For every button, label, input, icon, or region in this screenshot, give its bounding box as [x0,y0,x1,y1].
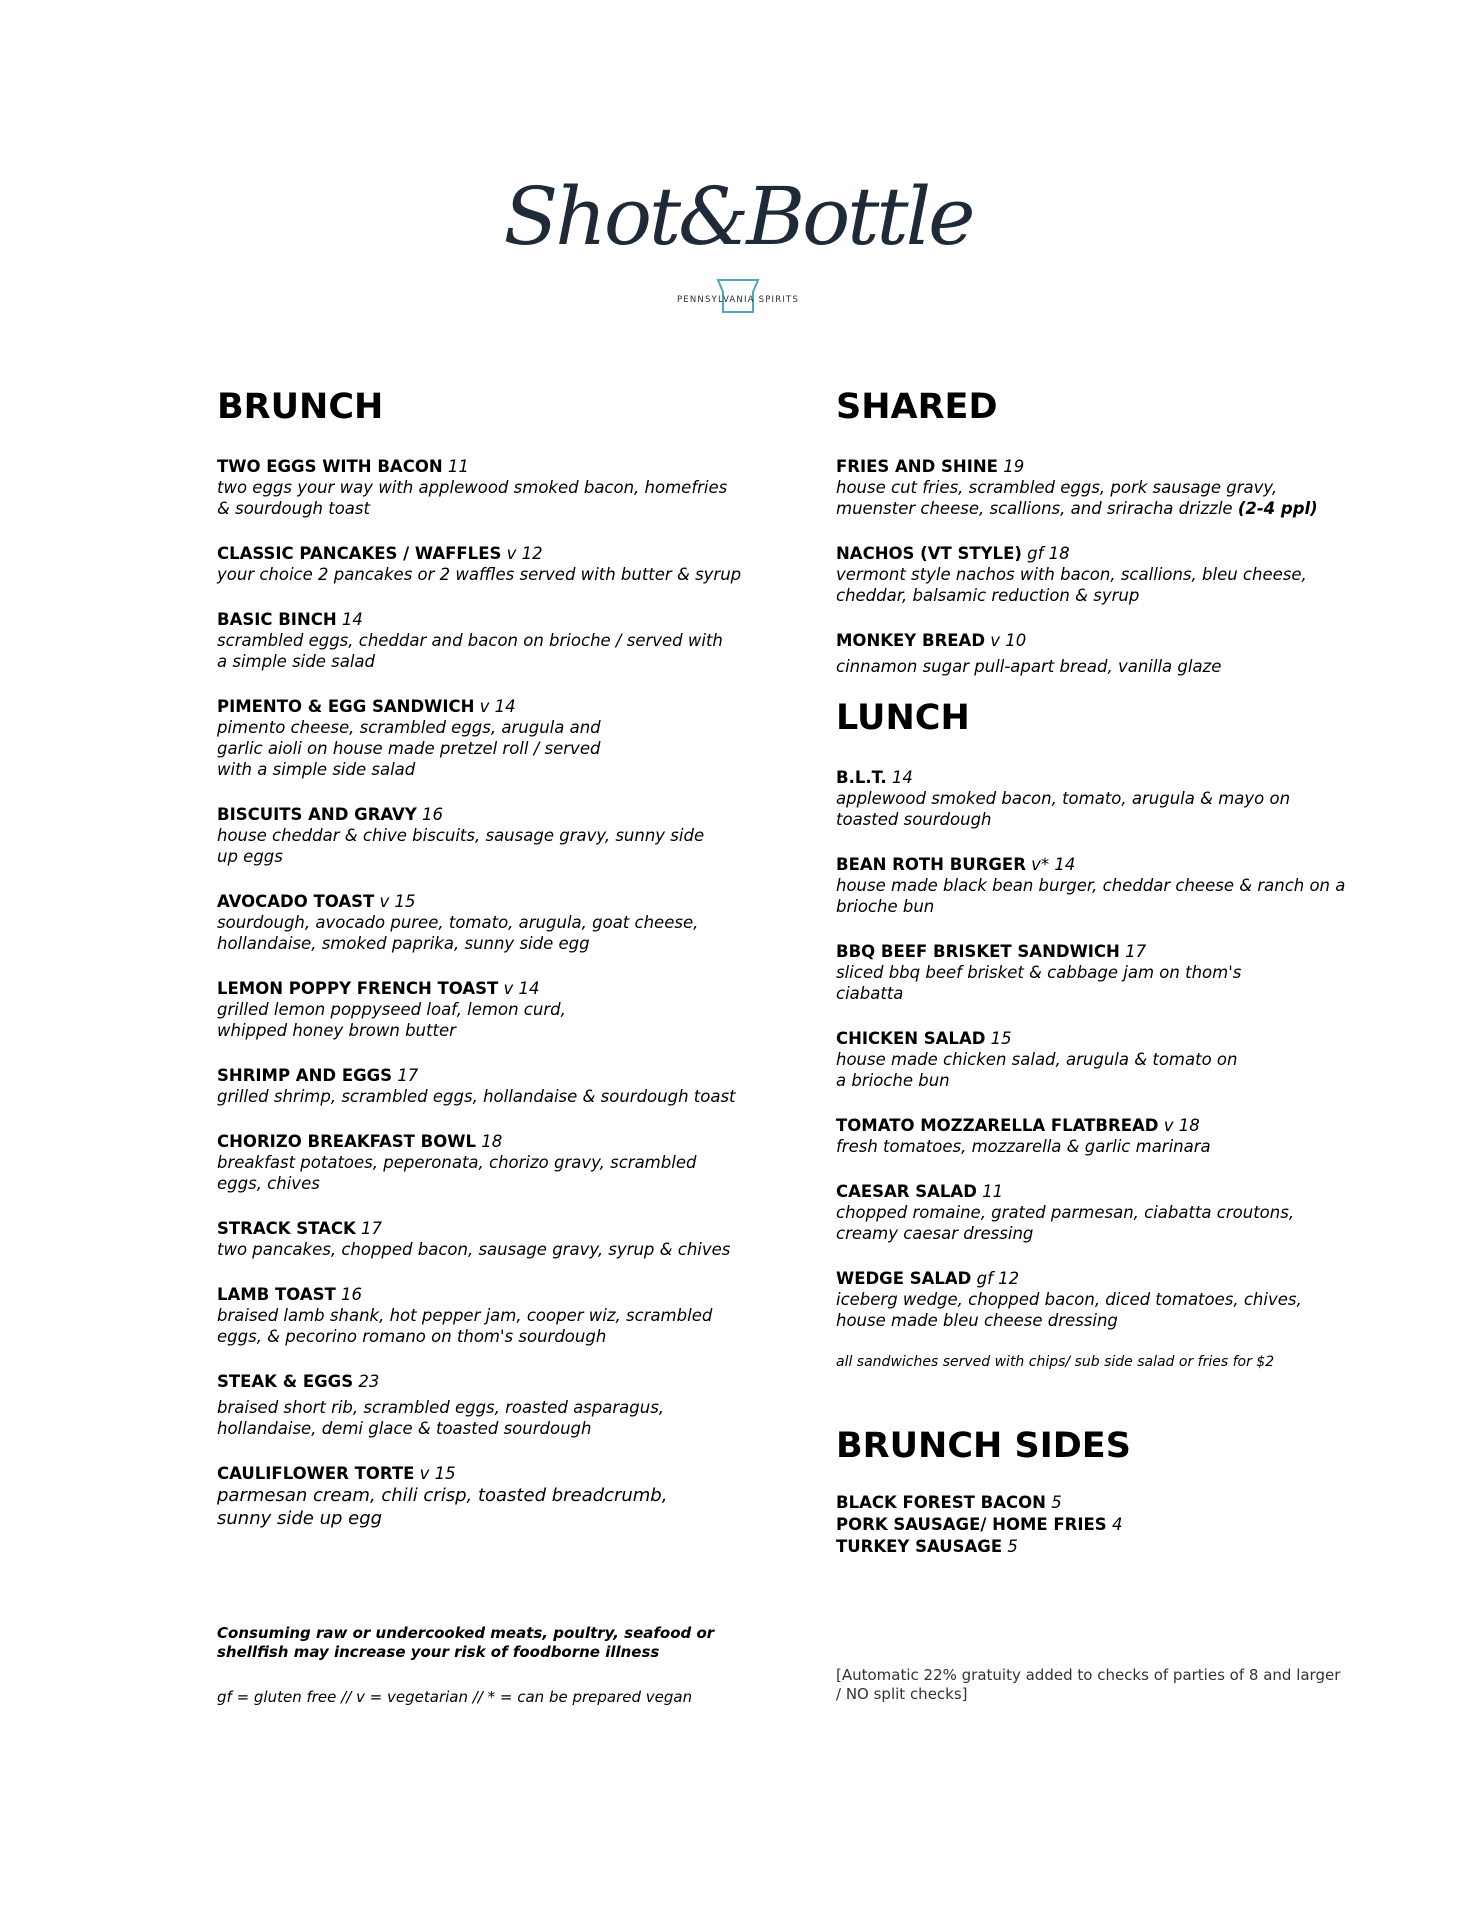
menu-item-name: LAMB TOAST [217,1285,336,1304]
menu-item-heading [836,1115,1356,1136]
menu-item-name: NACHOS (VT STYLE) [836,544,1022,563]
menu-item-heading [836,1268,1356,1289]
menu-item-description-text: grilled shrimp, scrambled eggs, hollandaise & sourdough toast [217,1087,736,1106]
menu-item [836,1028,1356,1091]
menu-item-heading [836,543,1356,564]
menu-item-heading [217,1065,757,1086]
menu-item-description-text: sliced bbq beef brisket & cabbage jam on thom's ciabatta [836,963,1242,1003]
menu-item-description [217,1305,757,1347]
menu-item-price: 16 [422,805,444,824]
menu-item [217,1065,757,1107]
menu-item-price: 16 [341,1285,363,1304]
menu-item-description [217,477,757,519]
right-column [836,387,1356,1558]
menu-item-description [836,1049,1356,1091]
menu-item [836,543,1356,606]
foodborne-warning: Consuming raw or undercooked meats, poultry, seafood or shellfish may increase your risk of foodborne illness [217,1624,715,1661]
menu-item-description-text: fresh tomatoes, mozzarella & garlic marinara [836,1137,1211,1156]
menu-item-description [217,1484,757,1530]
menu-item-name: CLASSIC PANCAKES / WAFFLES [217,544,502,563]
menu-item [217,543,757,585]
menu-item-price: 17 [361,1219,383,1238]
menu-item-description [217,1397,757,1439]
menu-item-name: B.L.T. [836,768,887,787]
menu-item-description-text: vermont style nachos with bacon, scallions, bleu cheese, cheddar, balsamic reduction & syrup [836,565,1307,605]
menu-item-description [217,999,757,1041]
menu-item-name: CAULIFLOWER TORTE [217,1464,415,1483]
menu-item-price: v 15 [379,892,416,911]
menu-item-name: WEDGE SALAD [836,1269,972,1288]
menu-item-name: LEMON POPPY FRENCH TOAST [217,979,499,998]
menu-item-description [836,962,1356,1004]
menu-item-price: v 10 [990,631,1027,650]
menu-item [836,456,1356,519]
menu-item-serving-note: (2-4 ppl) [1237,499,1318,518]
menu-item-heading [217,891,757,912]
side-item-name: TURKEY SAUSAGE [836,1537,1003,1556]
menu-item-description [217,912,757,954]
menu-item-heading [836,1181,1356,1202]
side-item-price: 5 [1051,1493,1062,1512]
menu-item-price: 17 [1125,942,1147,961]
brunch-sides-title: BRUNCH SIDES [836,1426,1131,1466]
menu-item-description-text: house cheddar & chive biscuits, sausage gravy, sunny side up eggs [217,826,705,866]
menu-item-description [836,1202,1356,1244]
menu-item-heading [217,1131,757,1152]
menu-item-description [217,1086,757,1107]
menu-item-description-text: breakfast potatoes, peperonata, chorizo gravy, scrambled eggs, chives [217,1153,697,1193]
menu-item-heading [836,1028,1356,1049]
menu-item-price: v 15 [419,1464,456,1483]
lunch-items [836,767,1356,1331]
menu-item-name: STEAK & EGGS [217,1372,354,1391]
menu-item-heading [217,543,757,564]
menu-item-price: v* 14 [1031,855,1076,874]
side-item-name: BLACK FOREST BACON [836,1493,1046,1512]
menu-item-description [836,564,1356,606]
menu-item-name: TWO EGGS WITH BACON [217,457,443,476]
menu-item-description-text: cinnamon sugar pull-apart bread, vanilla glaze [836,657,1222,676]
side-item [836,1536,1356,1558]
menu-item-heading [836,941,1356,962]
menu-item-name: FRIES AND SHINE [836,457,998,476]
side-item [836,1492,1356,1514]
brunch-title: BRUNCH [217,387,384,427]
brunch-items [217,456,757,1530]
menu-item-description-text: scrambled eggs, cheddar and bacon on brioche / served with a simple side salad [217,631,723,671]
menu-item-description [836,656,1356,677]
left-column [217,387,757,1554]
menu-item-heading [217,1218,757,1239]
menu-item [836,854,1356,917]
diet-legend: gf = gluten free // v = vegetarian // * = can be prepared vegan [217,1688,693,1706]
menu-item-description-text: parmesan cream, chili crisp, toasted breadcrumb, sunny side up egg [217,1485,668,1529]
menu-item-name: BBQ BEEF BRISKET SANDWICH [836,942,1120,961]
menu-item-description [217,717,757,780]
menu-item-price: v 18 [1163,1116,1200,1135]
menu-item-heading [217,1463,757,1484]
menu-item-price: v 12 [506,544,543,563]
menu-item-price: 14 [891,768,913,787]
gratuity-note: [Automatic 22% gratuity added to checks of parties of 8 and larger / NO split checks] [836,1666,1341,1703]
side-item-price: 5 [1007,1537,1018,1556]
menu-item-description-text: braised short rib, scrambled eggs, roasted asparagus, hollandaise, demi glace & toasted sourdough [217,1398,665,1438]
menu-item-heading [836,456,1356,477]
menu-item-price: 17 [397,1066,419,1085]
menu-item-description-text: applewood smoked bacon, tomato, arugula & mayo on toasted sourdough [836,789,1291,829]
side-item-name: PORK SAUSAGE/ HOME FRIES [836,1515,1107,1534]
menu-item [836,1268,1356,1331]
menu-item-description [836,477,1356,519]
menu-item [217,1218,757,1260]
menu-item-price: 18 [481,1132,503,1151]
menu-item [217,456,757,519]
menu-item [217,804,757,867]
menu-item [217,1284,757,1347]
menu-item-description-text: pimento cheese, scrambled eggs, arugula and garlic aioli on house made pretzel roll / served with a simple side salad [217,718,601,779]
menu-item [836,767,1356,830]
menu-item-name: BEAN ROTH BURGER [836,855,1026,874]
shot-and-bottle-logo [503,158,973,328]
menu-item-name: PIMENTO & EGG SANDWICH [217,697,475,716]
menu-item-price: 11 [982,1182,1004,1201]
menu-item [217,696,757,780]
menu-item-description-text: chopped romaine, grated parmesan, ciabatta croutons, creamy caesar dressing [836,1203,1295,1243]
menu-item-price: 19 [1003,457,1025,476]
lunch-title: LUNCH [836,698,970,738]
menu-item-price: v 14 [503,979,540,998]
menu-item-description-text: sourdough, avocado puree, tomato, arugula, goat cheese, hollandaise, smoked paprika, sunny side egg [217,913,699,953]
menu-item-description-text: house made chicken salad, arugula & tomato on a brioche bun [836,1050,1238,1090]
menu-item-name: SHRIMP AND EGGS [217,1066,393,1085]
menu-item-price: v 14 [479,697,516,716]
menu-item [217,609,757,672]
menu-item [217,891,757,954]
menu-item-description [836,788,1356,830]
menu-item-description [217,630,757,672]
menu-item-price: gf 12 [976,1269,1020,1288]
menu-item-name: BISCUITS AND GRAVY [217,805,417,824]
svg-text:PENNSYLVANIA SPIRITS: PENNSYLVANIA SPIRITS [676,295,800,305]
menu-item-name: CAESAR SALAD [836,1182,977,1201]
menu-item [836,1115,1356,1157]
menu-item-description [836,1136,1356,1157]
menu-item [217,1131,757,1194]
menu-item-heading [217,1284,757,1305]
menu-item-name: BASIC BINCH [217,610,337,629]
menu-item-description-text: your choice 2 pancakes or 2 waffles served with butter & syrup [217,565,742,584]
menu-item-name: MONKEY BREAD [836,631,986,650]
menu-item-price: gf 18 [1027,544,1070,563]
menu-item-description [217,1152,757,1194]
shared-items [836,456,1356,677]
menu-item [836,630,1356,677]
side-item-price: 4 [1111,1515,1123,1534]
menu-item-name: AVOCADO TOAST [217,892,375,911]
menu-item-description [217,564,757,585]
brunch-sides-items [836,1492,1356,1558]
menu-item [217,1371,757,1439]
shared-title: SHARED [836,387,998,427]
menu-item-price: 11 [447,457,469,476]
menu-item-description-text: house cut fries, scrambled eggs, pork sausage gravy, muenster cheese, scallions, and sriracha drizzle [836,478,1278,518]
menu-item-description [217,825,757,867]
menu-item-price: 15 [990,1029,1012,1048]
menu-item-heading [836,854,1356,875]
menu-item-description-text: grilled lemon poppyseed loaf, lemon curd, whipped honey brown butter [217,1000,566,1040]
menu-item-name: TOMATO MOZZARELLA FLATBREAD [836,1116,1159,1135]
menu-item-description-text: iceberg wedge, chopped bacon, diced tomatoes, chives, house made bleu cheese dressing [836,1290,1302,1330]
sandwich-note: all sandwiches served with chips/ sub side salad or fries for $2 [836,1354,1275,1370]
menu-item-name: STRACK STACK [217,1219,356,1238]
svg-text:Shot&Bottle: Shot&Bottle [503,170,973,263]
menu-item-heading [217,804,757,825]
menu-item-name: CHORIZO BREAKFAST BOWL [217,1132,476,1151]
menu-item [836,941,1356,1004]
menu-item-description-text: house made black bean burger, cheddar cheese & ranch on a brioche bun [836,876,1346,916]
menu-item-heading [217,1371,757,1392]
menu-item-description-text: braised lamb shank, hot pepper jam, cooper wiz, scrambled eggs, & pecorino romano on thom's sourdough [217,1306,713,1346]
menu-item-name: CHICKEN SALAD [836,1029,986,1048]
menu-item-price: 14 [341,610,363,629]
menu-item-heading [217,978,757,999]
menu-item-description [836,875,1356,917]
menu-item-price: 23 [358,1372,380,1391]
menu-item-heading [836,630,1356,651]
menu-item-heading [217,696,757,717]
menu-item-heading [217,456,757,477]
side-item [836,1514,1356,1536]
menu-item-description [217,1239,757,1260]
menu-item-heading [836,767,1356,788]
menu-item-description-text: two eggs your way with applewood smoked bacon, homefries & sourdough toast [217,478,728,518]
menu-item-heading [217,609,757,630]
menu-item [217,978,757,1041]
menu-item-description-text: two pancakes, chopped bacon, sausage gravy, syrup & chives [217,1240,731,1259]
menu-item [836,1181,1356,1244]
menu-item [217,1463,757,1530]
menu-item-description [836,1289,1356,1331]
